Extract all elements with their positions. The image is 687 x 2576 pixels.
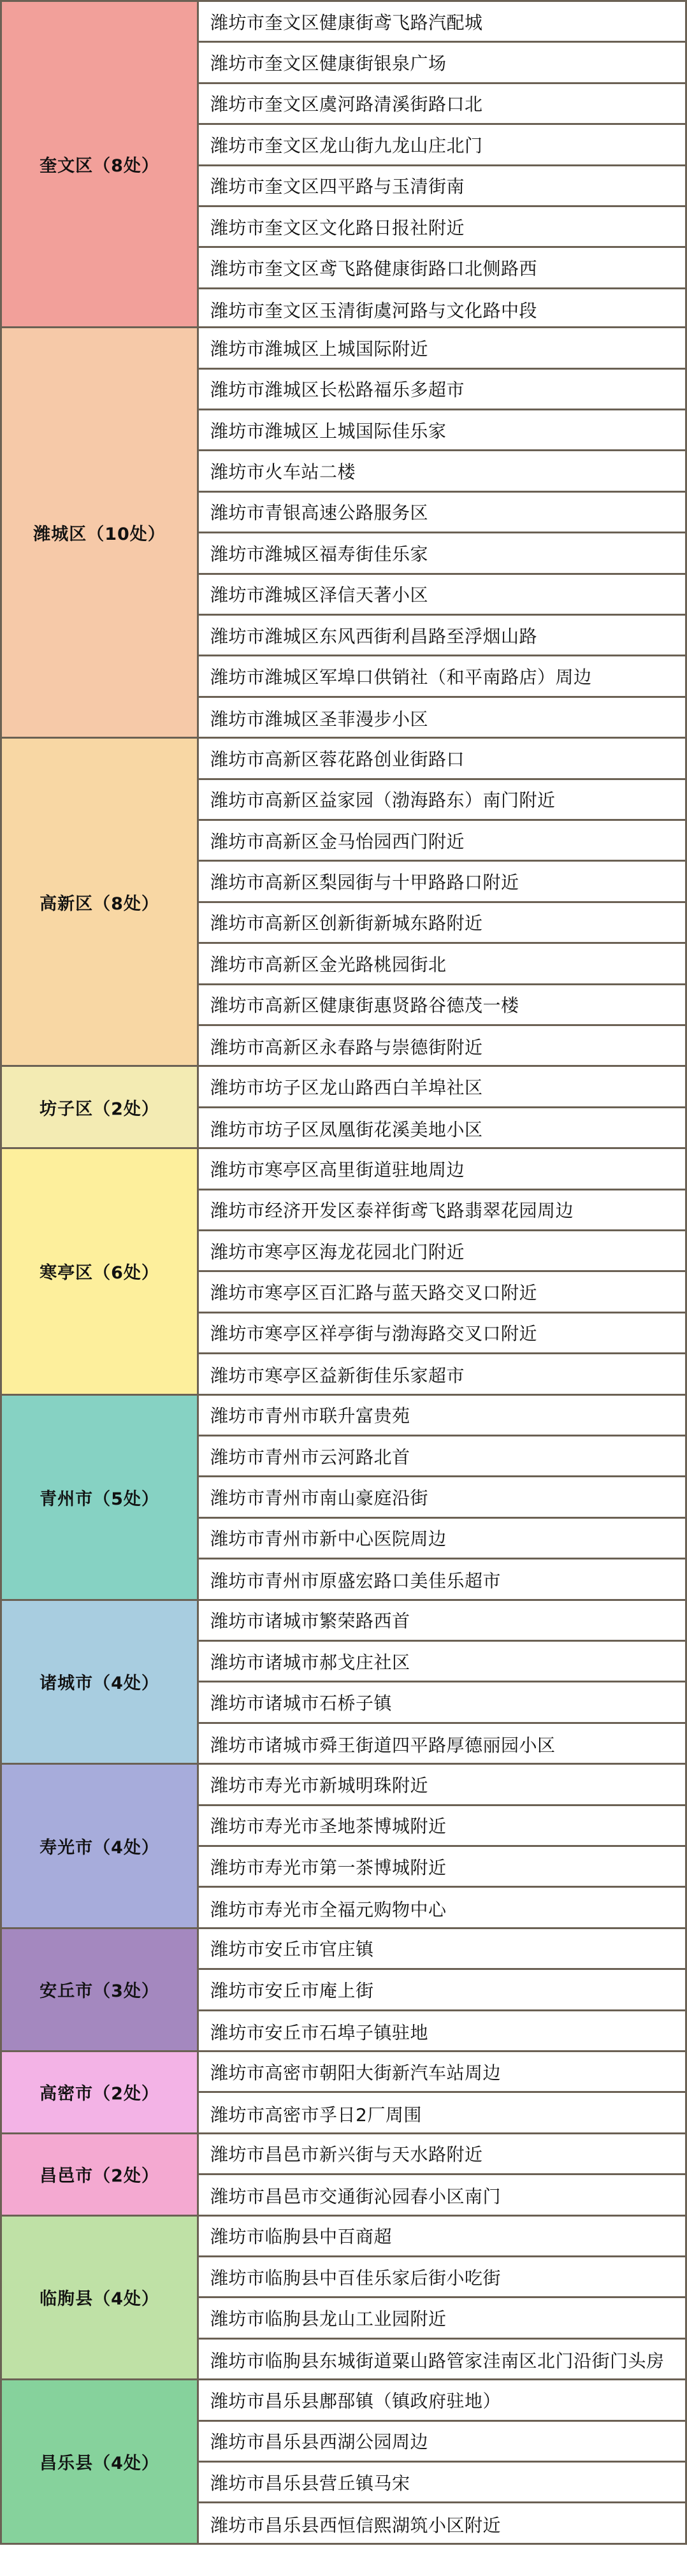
location-rows [199,2380,687,2543]
table-row [199,1519,687,1559]
table-row [199,985,687,1026]
table-row [199,944,687,985]
location-text: 潍坊市寿光市全福元购物中心 [210,1899,447,1920]
district-group [0,739,687,1067]
district-cell [0,1765,199,1927]
table-row [199,1682,687,1723]
district-group [0,1396,687,1601]
table-row [199,616,687,656]
location-text: 潍坊市坊子区凤凰街花溪美地小区 [210,1118,483,1140]
location-text: 潍坊市高新区金光路桃园街北 [210,953,447,975]
location-text: 潍坊市寒亭区高里街道驻地周边 [210,1159,465,1180]
location-rows [199,1396,687,1599]
table-row [199,1149,687,1190]
location-text: 潍坊市昌乐县鄌郚镇（镇政府驻地） [210,2390,502,2412]
location-rows [199,739,687,1065]
table-row [199,1888,687,1928]
location-text: 潍坊市潍城区东风西街利昌路至浮烟山路 [210,625,538,647]
location-text: 潍坊市青州市南山豪庭沿街 [210,1487,429,1509]
table-row [199,370,687,410]
location-text: 潍坊市高新区永春路与崇德街附近 [210,1037,483,1059]
location-text: 潍坊市昌乐县西恒信熙湖筑小区附近 [210,2514,502,2536]
table-row [199,1396,687,1436]
table-row [199,2011,687,2052]
table-row [199,2463,687,2503]
location-text: 潍坊市临朐县东城街道粟山路管家洼南区北门沿街门头房 [210,2350,665,2371]
location-text: 潍坊市高密市朝阳大街新汽车站周边 [210,2062,502,2083]
table-row [199,2380,687,2421]
table-row [199,2340,687,2380]
location-text: 潍坊市青州市云河路北首 [210,1446,410,1468]
table-row [199,1477,687,1518]
table-row [199,1026,687,1067]
district-group [0,1601,687,1765]
location-rows [199,1149,687,1393]
table-row [199,451,687,492]
location-rows [199,2,687,326]
district-label: 昌乐县（4处） [40,2453,159,2473]
location-rows [199,1929,687,2050]
location-text: 潍坊市潍城区泽信天著小区 [210,584,429,606]
table-row [199,1067,687,1108]
district-group [0,0,687,328]
table-row [199,2422,687,2463]
location-text: 潍坊市潍城区长松路福乐多超市 [210,379,465,401]
table-row [199,2175,687,2216]
location-text: 潍坊市寿光市第一茶博城附近 [210,1856,447,1878]
table-row [199,125,687,166]
location-text: 潍坊市临朐县中百佳乐家后街小吃街 [210,2267,502,2289]
table-row [199,2,687,43]
table-row [199,1847,687,1888]
location-text: 潍坊市奎文区四平路与玉清街南 [210,176,465,198]
table-row [199,1929,687,1970]
location-text: 潍坊市安丘市石埠子镇驻地 [210,2022,429,2043]
location-rows [199,2217,687,2379]
district-group [0,1929,687,2052]
table-row [199,1354,687,1395]
table-row [199,903,687,944]
location-text: 潍坊市临朐县龙山工业园附近 [210,2308,447,2330]
table-row [199,84,687,125]
location-text: 潍坊市奎文区玉清街虞河路与文化路中段 [210,300,538,321]
district-cell [0,1067,199,1147]
location-rows [199,1601,687,1763]
location-text: 潍坊市奎文区龙山街九龙山庄北门 [210,134,483,156]
table-row [199,698,687,739]
district-group [0,2380,687,2545]
location-text: 潍坊市奎文区虞河路清溪街路口北 [210,94,483,115]
table-row [199,2298,687,2339]
district-cell [0,1396,199,1599]
location-text: 潍坊市奎文区鸢飞路健康街路口北侧路西 [210,258,538,280]
location-text: 潍坊市奎文区健康街银泉广场 [210,53,447,75]
location-text: 潍坊市诸城市郝戈庄社区 [210,1651,410,1673]
table-row [199,2134,687,2175]
district-cell [0,2,199,326]
location-text: 潍坊市高新区蓉花路创业街路口 [210,748,465,770]
table-row [199,1108,687,1149]
location-text: 潍坊市寿光市新城明珠附近 [210,1774,429,1796]
location-text: 潍坊市昌乐县营丘镇马宋 [210,2472,410,2494]
location-text: 潍坊市寒亭区益新街佳乐家超市 [210,1365,465,1387]
location-text: 潍坊市高新区金马怡园西门附近 [210,830,465,852]
district-label: 寒亭区（6处） [40,1263,159,1284]
district-group [0,1149,687,1395]
location-text: 潍坊市潍城区圣菲漫步小区 [210,708,429,730]
district-label: 安丘市（3处） [40,1981,159,2002]
district-cell [0,1929,199,2050]
location-rows [199,2052,687,2132]
location-text: 潍坊市潍城区上城国际附近 [210,338,429,359]
location-text: 潍坊市高新区创新街新城东路附近 [210,913,483,934]
table-row [199,1272,687,1313]
table-row [199,2217,687,2257]
district-label: 青州市（5处） [40,1489,159,1509]
district-label: 诸城市（4处） [40,1674,159,1694]
table-row [199,493,687,533]
location-rows [199,1765,687,1927]
district-group [0,2217,687,2381]
location-text: 潍坊市潍城区福寿街佳乐家 [210,543,429,565]
location-rows [199,328,687,737]
table-row [199,1765,687,1805]
table-row [199,289,687,330]
location-text: 潍坊市高密市孚日2厂周围 [210,2104,422,2125]
district-group [0,1765,687,1929]
location-text: 潍坊市潍城区上城国际佳乐家 [210,420,447,442]
district-cell [0,2217,199,2379]
location-text: 潍坊市火车站二楼 [210,461,356,483]
district-label: 潍城区（10处） [33,525,166,545]
location-text: 潍坊市寒亭区祥亭街与渤海路交叉口附近 [210,1323,538,1345]
location-text: 潍坊市昌邑市新兴街与天水路附近 [210,2144,483,2166]
location-text: 潍坊市奎文区健康街鸢飞路汽配城 [210,11,483,33]
location-text: 潍坊市青州市新中心医院周边 [210,1528,447,1550]
district-group [0,1067,687,1149]
table-row [199,43,687,83]
table-row [199,410,687,451]
location-text: 潍坊市青银高速公路服务区 [210,502,429,524]
table-row [199,248,687,289]
location-text: 潍坊市奎文区文化路日报社附近 [210,217,465,238]
location-text: 潍坊市潍城区军埠口供销社（和平南路店）周边 [210,667,592,688]
location-text: 潍坊市诸城市繁荣路西首 [210,1610,410,1632]
district-cell [0,1601,199,1763]
district-label: 高密市（2处） [40,2084,159,2104]
location-text: 潍坊市诸城市石桥子镇 [210,1693,393,1714]
district-label: 寿光市（4处） [40,1837,159,1858]
table-row [199,1970,687,2011]
table-row [199,780,687,821]
table-row [199,1642,687,1682]
table-row [199,862,687,902]
location-text: 潍坊市经济开发区泰祥街鸢飞路翡翠花园周边 [210,1200,574,1222]
table-row [199,1724,687,1765]
table-row [199,1559,687,1600]
district-label: 奎文区（8处） [40,156,159,177]
table-row [199,328,687,369]
location-text: 潍坊市高新区健康街惠贤路谷德茂一楼 [210,995,519,1017]
table-row [199,533,687,574]
location-text: 潍坊市昌乐县西湖公园周边 [210,2431,429,2453]
location-text: 潍坊市青州市联升富贵苑 [210,1405,410,1427]
table-row [199,1806,687,1847]
location-text: 潍坊市安丘市庵上街 [210,1979,374,2001]
table-row [199,1231,687,1272]
table-row [199,739,687,779]
table-row [199,2257,687,2298]
district-label: 昌邑市（2处） [40,2166,159,2187]
district-group [0,2052,687,2134]
location-rows [199,2134,687,2215]
district-cell [0,2134,199,2215]
location-text: 潍坊市昌邑市交通街沁园春小区南门 [210,2186,502,2208]
table-row [199,1436,687,1477]
table-row [199,1313,687,1354]
location-text: 潍坊市青州市原盛宏路口美佳乐超市 [210,1570,502,1592]
table-row [199,2052,687,2093]
district-group [0,328,687,739]
district-cell [0,1149,199,1393]
location-text: 潍坊市寿光市圣地茶博城附近 [210,1816,447,1837]
location-text: 潍坊市临朐县中百商超 [210,2226,393,2248]
district-cell [0,2380,199,2543]
district-label: 高新区（8处） [40,894,159,914]
table-row [199,575,687,616]
district-label: 临朐县（4处） [40,2289,159,2310]
location-text: 潍坊市高新区益家园（渤海路东）南门附近 [210,790,556,811]
table-row [199,2503,687,2544]
location-text: 潍坊市寒亭区海龙花园北门附近 [210,1241,465,1263]
district-cell [0,328,199,737]
district-cell [0,739,199,1065]
location-text: 潍坊市安丘市官庄镇 [210,1939,374,1960]
location-text: 潍坊市寒亭区百汇路与蓝天路交叉口附近 [210,1282,538,1304]
table-row [199,821,687,862]
table-row [199,166,687,207]
location-text: 潍坊市诸城市舜王街道四平路厚德丽园小区 [210,1734,556,1756]
table-row [199,207,687,248]
location-rows [199,1067,687,1147]
district-cell [0,2052,199,2132]
location-text: 潍坊市坊子区龙山路西白羊埠社区 [210,1077,483,1099]
table-row [199,1190,687,1231]
table-row [199,1601,687,1642]
district-label: 坊子区（2处） [40,1099,159,1119]
table-row [199,656,687,697]
table-row [199,2093,687,2134]
district-group [0,2134,687,2217]
location-text: 潍坊市高新区梨园街与十甲路路口附近 [210,872,519,894]
